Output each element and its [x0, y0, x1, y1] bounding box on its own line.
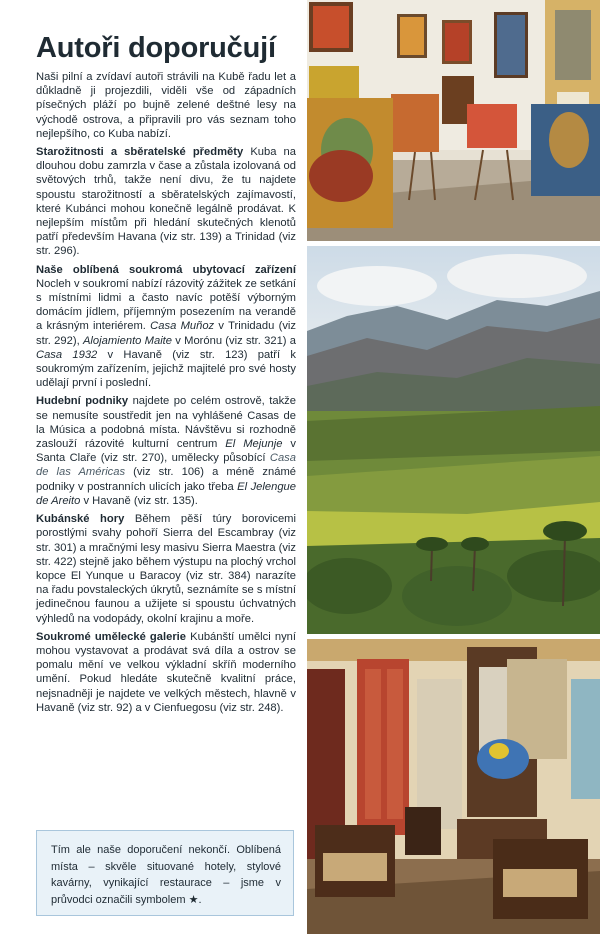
- section-antiques-lead: Starožitnosti a sběratelské předměty: [36, 146, 244, 159]
- article-body: [36, 70, 296, 719]
- section-galleries: [36, 630, 296, 715]
- section-antiques-text: Kuba na dlouhou dobu zamrzla v čase a zůstala izolovaná od světových trhů, takže není divu, že tu najdete spoustu starožitností a sběratelských zajímavostí, které Kubánci mohou konečně legálně prodávat. K nejlepším místům při hledání skutečných klenotů patří především Havana (viz str. 139) a Trinidad (viz str. 296).: [36, 146, 297, 258]
- section-antiques: [36, 145, 296, 259]
- place-casa-de-las-americas: Casa de las Américas: [36, 452, 296, 479]
- section-accommodation-lead: Naše oblíbená soukromá ubytovací zařízení: [36, 263, 296, 276]
- callout-text: Tím ale naše doporučení nekončí. Oblíbená místa – skvěle situované hotely, stylové kavárny, vynikající restaurace – jsme v průvodci označili symbolem: [51, 844, 281, 906]
- callout-end: .: [198, 893, 202, 906]
- place-el-jelengue: El Jelengue de Areito: [36, 480, 297, 507]
- place-casa-1932: Casa 1932: [36, 348, 98, 361]
- interior-illustration: [307, 639, 600, 934]
- section-accommodation-text: v Morónu (viz str. 321) a: [172, 334, 297, 347]
- section-galleries-lead: Soukromé umělecké galerie: [36, 630, 187, 643]
- section-music-text: najdete po celém ostrově, takže se nemusíte soustředit jen na vyhlášené Casas de la Música a podobná místa. Návštěvu si rozhodně zaslouží rázovité kulturní centrum: [36, 395, 296, 451]
- intro-paragraph: Naši pilní a zvídaví autoři strávili na Kubě řadu let a důkladně ji projezdili, viděli vše od západních písečných pláží po bujně zelené deštné lesy na východě ostrova, a připravili pro vás seznam toho nejlepšího, co Kuba nabízí.: [36, 71, 296, 140]
- section-music-lead: Hudební podniky: [36, 395, 129, 408]
- section-mountains: [36, 512, 296, 626]
- section-galleries-text: Kubánští umělci nyní mohou vystavovat a prodávat svá díla a ostrov se pomalu mění ve velkou výkladní skříň moderního umění. Pokud hledáte skutečně kvalitní práce, nejsnadněji je najdete ve velkých městech, hlavně v Havaně (viz str. 92) a v Cienfuegosu (viz str. 248).: [36, 630, 296, 714]
- valley-illustration: [307, 246, 600, 634]
- photo-column: [307, 0, 600, 934]
- place-alojamiento-maite: Alojamiento Maite: [82, 334, 173, 347]
- gallery-photo: [307, 0, 600, 241]
- section-music-text: (viz str. 106) a méně známé podniky v postranních ulicích jako třeba: [36, 466, 296, 493]
- star-icon: ★: [188, 893, 199, 906]
- section-music: [36, 394, 296, 508]
- place-el-mejunje: El Mejunje: [225, 438, 283, 451]
- interior-photo: [307, 639, 600, 934]
- section-accommodation: [36, 263, 296, 391]
- gallery-illustration: [307, 0, 600, 241]
- section-mountains-lead: Kubánské hory: [36, 513, 125, 526]
- page-title: Autoři doporučují: [36, 32, 276, 64]
- section-accommodation-text: v Havaně (viz str. 123) patří k soukromým zařízením, jejichž majitelé pro své hosty udělají první i poslední.: [36, 348, 296, 390]
- callout-box: [36, 830, 294, 916]
- section-accommodation-text: v Trinidadu (viz str. 292),: [36, 320, 296, 347]
- valley-photo: [307, 246, 600, 634]
- section-music-text: v Havaně (viz str. 135).: [80, 494, 198, 507]
- section-mountains-text: Během pěší túry borovicemi porostlými svahy pohoří Sierra del Escambray (viz str. 301) a mračnými lesy masivu Sierra Maestra (viz str. 422) stejně jako během výstupu na plochý vrchol kopce El Yunque u Baracoy (viz str. 384) narazíte na řadu povstaleckých úkrytů, seznámíte se s místní jedinečnou faunou a užijete si spoustu úchvatných výhledů na vodopády, okolní krajinu a moře.: [36, 513, 296, 625]
- section-music-text: v Santa Claře (viz str. 270), umělecky působící: [36, 438, 297, 465]
- place-casa-munoz: Casa Muñoz: [150, 320, 215, 333]
- section-accommodation-text: Nocleh v soukromí nabízí rázovitý zážitek ze setkání s místními lidmi a často navíc potěší výborným domácím jídlem, příjemným posezením na verandě a krásným interiérem.: [36, 277, 296, 333]
